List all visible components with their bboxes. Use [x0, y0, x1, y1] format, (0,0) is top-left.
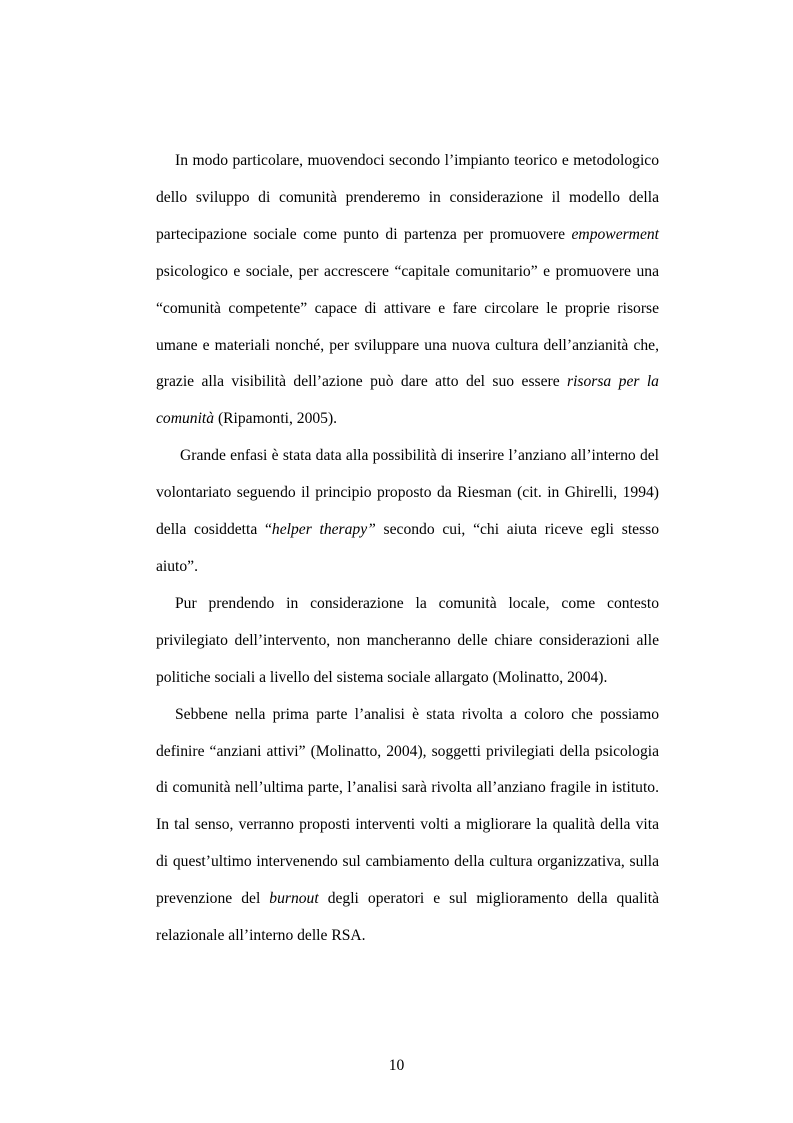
paragraph-4 [156, 697, 659, 955]
paragraph-3-text: Pur prendendo in considerazione la comunità locale, come contesto privilegiato dell’intervento, non mancheranno delle chiare considerazioni alle politiche sociali a livello del sistema sociale allargato (Molinatto, 2004). [156, 594, 659, 686]
paragraph-1 [156, 143, 659, 438]
paragraph-1-text-cont: psicologico e sociale, per accrescere “capitale comunitario” e promuovere una “comunità competente” capace di attivare e fare circolare le proprie risorse umane e materiali nonché, per sviluppare una nuova cultura dell’anzianità che, grazie alla visibilità dell’azione può dare atto del suo essere [156, 262, 659, 391]
paragraph-1-citation: (Ripamonti, 2005). [214, 410, 338, 428]
page-number: 10 [388, 1057, 405, 1074]
paragraph-1-italic-empowerment: empowerment [571, 225, 659, 243]
paragraph-4-italic-burnout: burnout [269, 890, 319, 908]
paragraph-1-italic-risorsa: risorsa per la comunità [156, 373, 659, 428]
paragraph-2 [156, 438, 659, 586]
paragraph-2-italic-helper-therapy: helper therapy” [271, 521, 376, 539]
paragraph-4-text-cont: degli operatori e sul miglioramento della qualità relazionale all’interno delle RSA. [156, 890, 659, 945]
paragraph-3 [156, 586, 659, 697]
paragraph-2-text: Grande enfasi è stata data alla possibilità di inserire l’anziano all’interno del volontariato seguendo il principio proposto da Riesman (cit. in Ghirelli, 1994) della cosiddetta “ [156, 447, 659, 539]
body-text [156, 143, 659, 955]
paragraph-1-text: In modo particolare, muovendoci secondo l’impianto teorico e metodologico dello sviluppo di comunità prenderemo in considerazione il modello della partecipazione sociale come punto di partenza per promuovere [156, 152, 659, 243]
paragraph-4-text: Sebbene nella prima parte l’analisi è stata rivolta a coloro che possiamo definire “anziani attivi” (Molinatto, 2004), soggetti privilegiati della psicologia di comunità nell’ultima parte, l’analisi sarà rivolta all’anziano fragile in istituto. In tal senso, verranno proposti interventi volti a migliorare la qualità della vita di quest’ultimo intervenendo sul cambiamento della cultura organizzativa, sulla prevenzione del [156, 705, 659, 908]
paragraph-2-text-cont: secondo cui, “chi aiuta riceve egli stesso aiuto”. [156, 521, 660, 575]
